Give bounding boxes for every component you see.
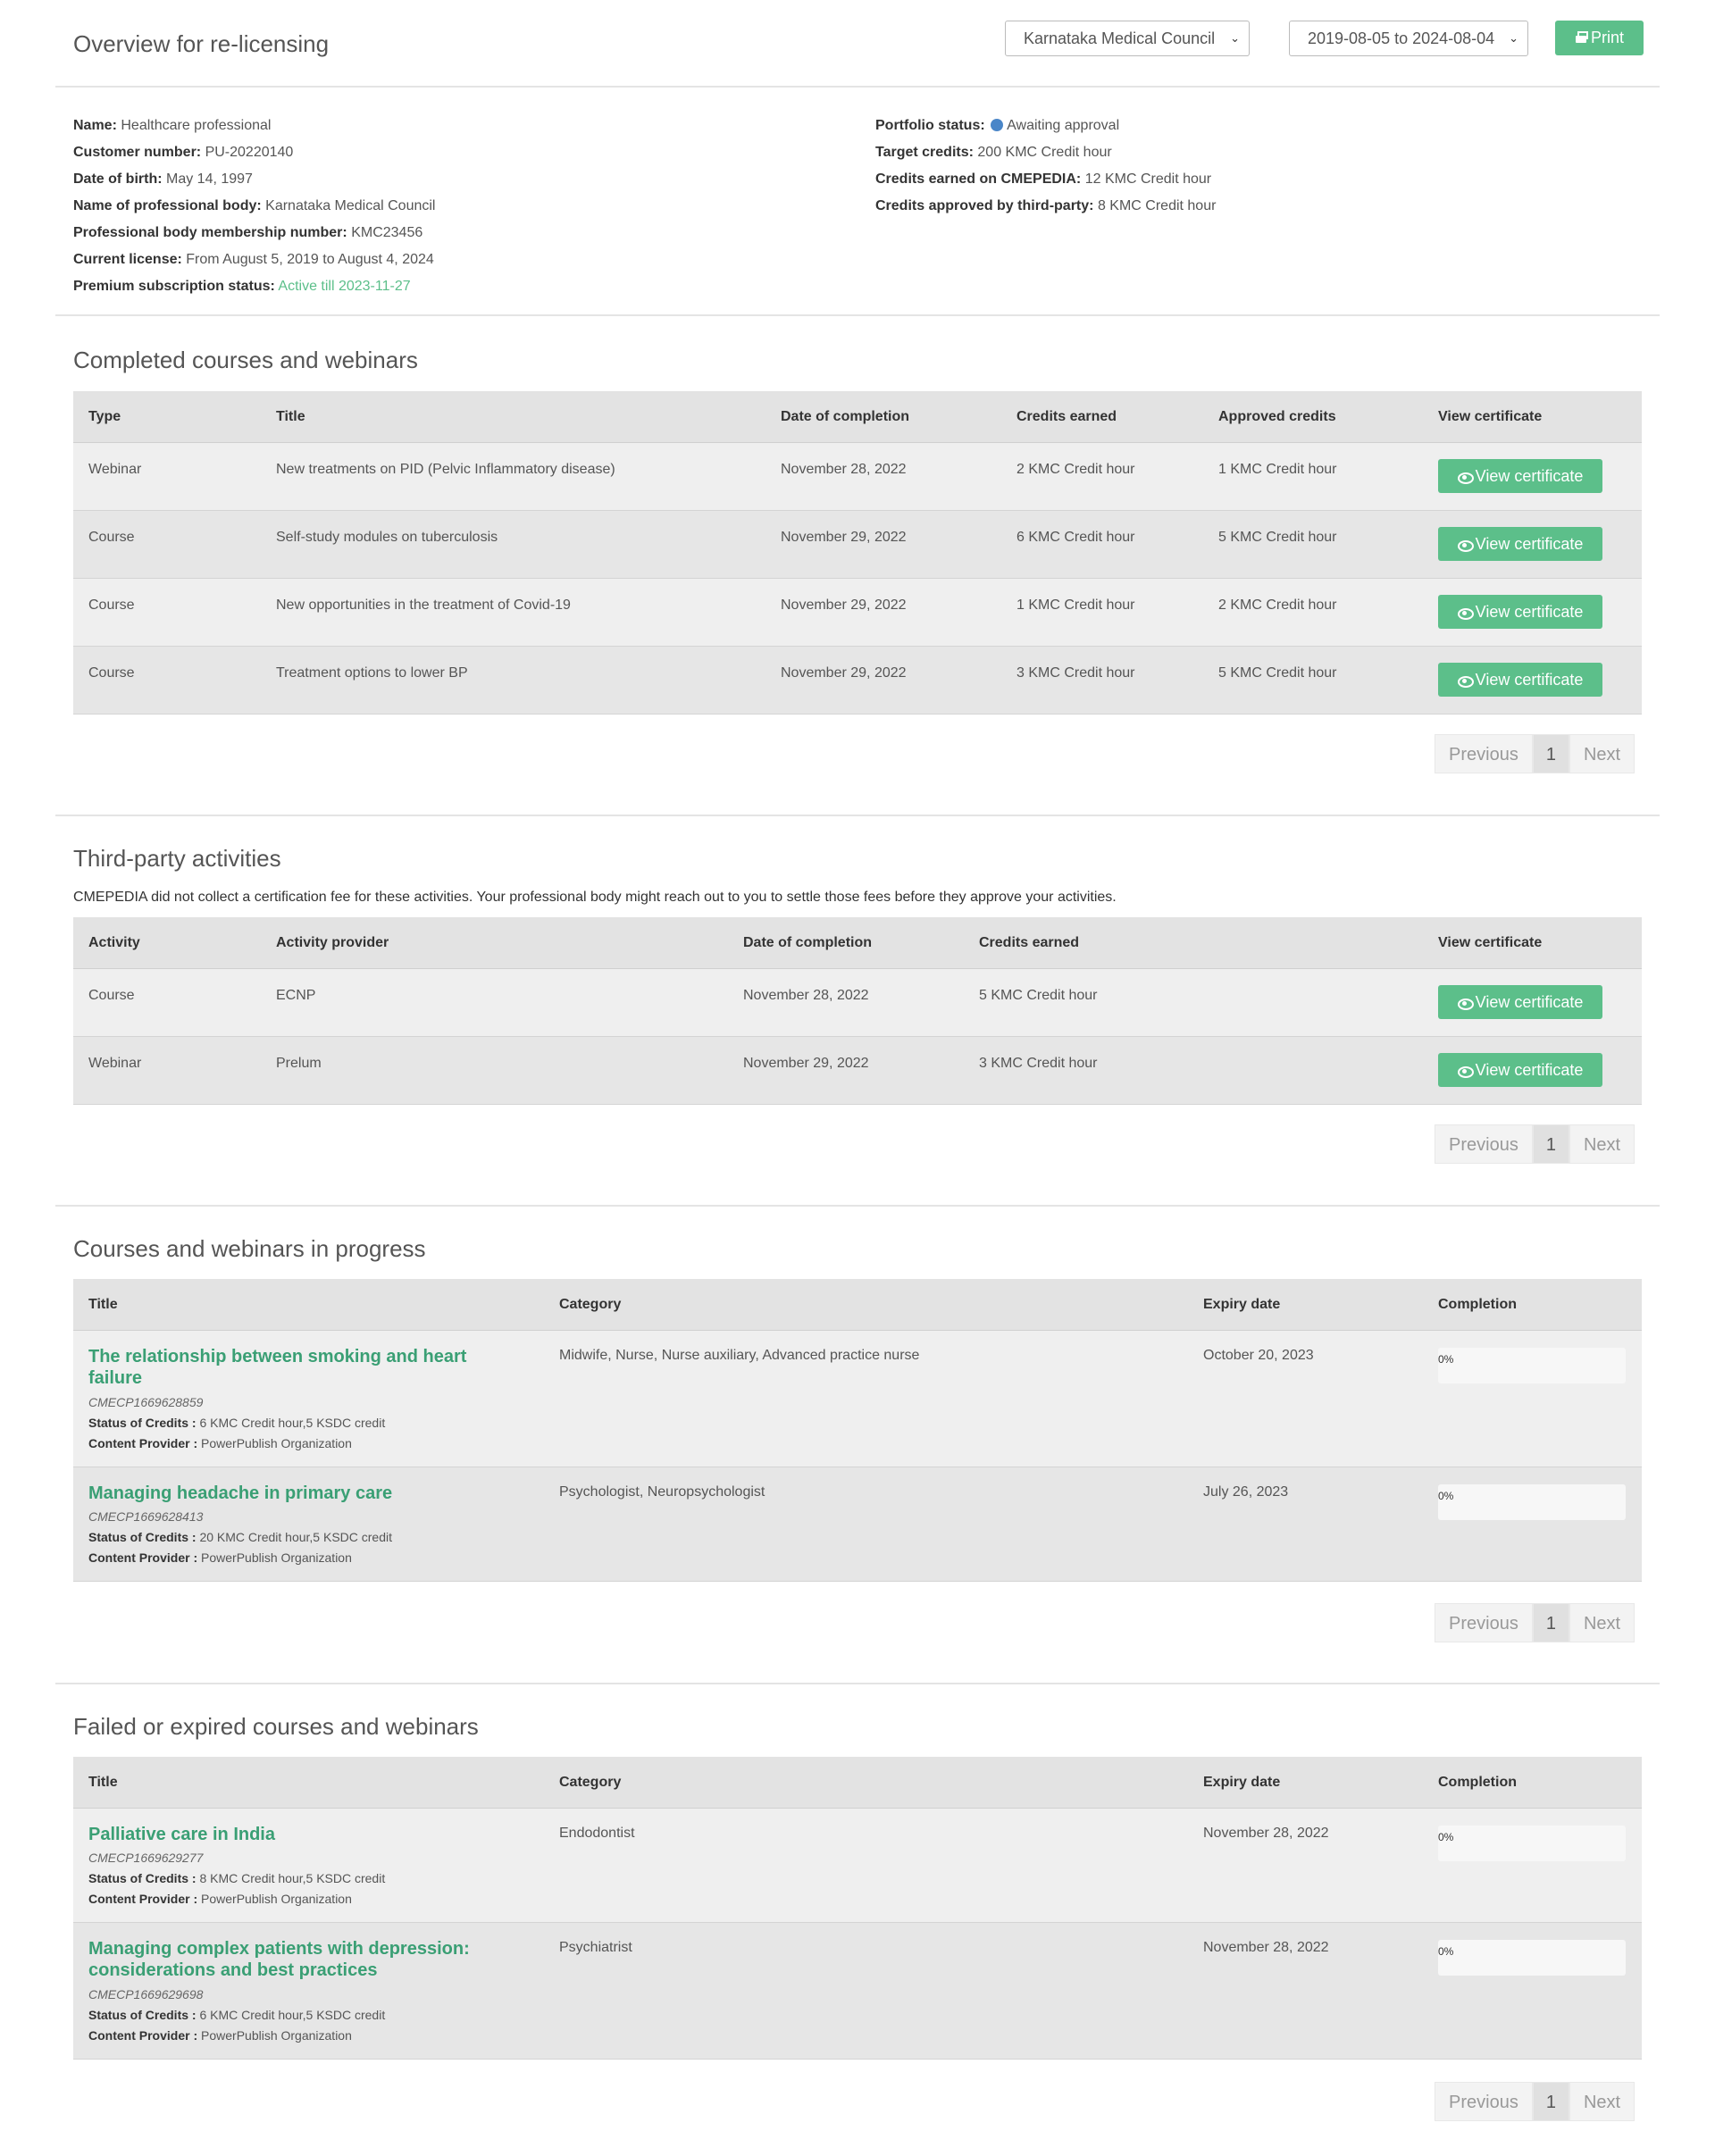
- table-row: Course ECNP November 28, 2022 5 KMC Credit hour View certificate: [73, 969, 1642, 1037]
- next-page-button[interactable]: Next: [1569, 2082, 1635, 2121]
- course-title-link[interactable]: Palliative care in India: [88, 1825, 275, 1844]
- completed-table: [73, 391, 1642, 714]
- credit-status: Status of Credits : 20 KMC Credit hour,5 KSDC credit: [88, 1530, 392, 1544]
- column-header: Date of completion: [743, 935, 873, 950]
- column-header: View certificate: [1438, 935, 1543, 950]
- content-provider: Content Provider : PowerPublish Organization: [88, 2028, 352, 2043]
- pagination: [1435, 1603, 1635, 1642]
- table-row: Palliative care in India CMECP1669629277 Status of Credits : 8 KMC Credit hour,5 KSDC credit Content Provider : PowerPublish Organization Endodontist November 28, 2022 0%: [73, 1809, 1642, 1923]
- course-id: CMECP1669629698: [88, 1987, 204, 2001]
- table-row: The relationship between smoking and heart failure CMECP1669628859 Status of Credits : 6 KMC Credit hour,5 KSDC credit Content Provider : PowerPublish Organization Midwife, Nurse, Nurse auxiliary, Advanced practice nurse October 20, 2023 0%: [73, 1331, 1642, 1467]
- profile-field: Target credits: 200 KMC Credit hour: [875, 145, 1112, 160]
- page-number-button[interactable]: 1: [1533, 734, 1569, 773]
- eye-icon: [1458, 1065, 1472, 1076]
- column-header: Category: [559, 1297, 622, 1312]
- profile-field: Name: Healthcare professional: [73, 118, 272, 133]
- content-provider: Content Provider : PowerPublish Organization: [88, 1892, 352, 1906]
- column-header: Expiry date: [1203, 1297, 1281, 1312]
- pagination: [1435, 1124, 1635, 1164]
- eye-icon: [1458, 675, 1472, 686]
- next-page-button[interactable]: Next: [1569, 1603, 1635, 1642]
- course-title-link[interactable]: The relationship between smoking and heart failure: [88, 1347, 467, 1388]
- content-provider: Content Provider : PowerPublish Organization: [88, 1436, 352, 1450]
- profile-field: Professional body membership number: KMC23456: [73, 225, 423, 240]
- view-certificate-button[interactable]: View certificate: [1438, 663, 1602, 697]
- divider: [55, 1205, 1660, 1207]
- status-dot-icon: [991, 119, 1003, 131]
- profile-field: Credits approved by third-party: 8 KMC Credit hour: [875, 198, 1217, 213]
- profile-field: Current license: From August 5, 2019 to August 4, 2024: [73, 252, 434, 267]
- view-certificate-button[interactable]: View certificate: [1438, 595, 1602, 629]
- column-header: Activity provider: [276, 935, 389, 950]
- profile-field: Customer number: PU-20220140: [73, 145, 294, 160]
- column-header: Title: [88, 1775, 118, 1790]
- table-row: Course New opportunities in the treatment of Covid-19 November 29, 2022 1 KMC Credit hour 2 KMC Credit hour View certificate: [73, 579, 1642, 647]
- eye-icon: [1458, 539, 1472, 550]
- profile-field: Date of birth: May 14, 1997: [73, 171, 253, 187]
- column-header: Approved credits: [1218, 409, 1336, 424]
- completion-progress-bar: 0%: [1438, 1348, 1626, 1383]
- previous-page-button[interactable]: Previous: [1435, 1603, 1533, 1642]
- divider: [55, 314, 1660, 316]
- print-button-label: Print: [1590, 29, 1624, 46]
- table-header: [73, 917, 1642, 969]
- chevron-down-icon: ⌄: [1509, 31, 1518, 45]
- period-select[interactable]: [1289, 21, 1528, 56]
- divider: [55, 1683, 1660, 1684]
- credit-status: Status of Credits : 8 KMC Credit hour,5 KSDC credit: [88, 1871, 386, 1885]
- view-certificate-button[interactable]: View certificate: [1438, 459, 1602, 493]
- table-row: Webinar Prelum November 29, 2022 3 KMC Credit hour View certificate: [73, 1037, 1642, 1105]
- table-row: Managing complex patients with depression: considerations and best practices CMECP1669629698 Status of Credits : 6 KMC Credit hour,5 KSDC credit Content Provider : PowerPublish Organization Psychiatrist November 28, 2022 0%: [73, 1923, 1642, 2060]
- print-icon: [1575, 31, 1587, 44]
- view-certificate-button[interactable]: View certificate: [1438, 985, 1602, 1019]
- page-title: Overview for re-licensing: [73, 30, 330, 57]
- course-title-link[interactable]: Managing headache in primary care: [88, 1483, 393, 1503]
- profile-field: Name of professional body: Karnataka Medical Council: [73, 198, 436, 213]
- professional-body-select[interactable]: [1005, 21, 1250, 56]
- previous-page-button[interactable]: Previous: [1435, 1124, 1533, 1164]
- completion-progress-bar: 0%: [1438, 1826, 1626, 1861]
- page-number-button[interactable]: 1: [1533, 1124, 1569, 1164]
- column-header: View certificate: [1438, 409, 1543, 424]
- failed-section-title: Failed or expired courses and webinars: [73, 1713, 479, 1740]
- next-page-button[interactable]: Next: [1569, 1124, 1635, 1164]
- content-provider: Content Provider : PowerPublish Organization: [88, 1550, 352, 1565]
- completed-section-title: Completed courses and webinars: [73, 347, 418, 373]
- column-header: Credits earned: [979, 935, 1080, 950]
- profile-details-right: [875, 113, 1216, 220]
- page-number-button[interactable]: 1: [1533, 2082, 1569, 2121]
- table-header: [73, 391, 1642, 443]
- eye-icon: [1458, 998, 1472, 1008]
- table-row: Webinar New treatments on PID (Pelvic Inflammatory disease) November 28, 2022 2 KMC Credit hour 1 KMC Credit hour View certificate: [73, 443, 1642, 511]
- table-row: Course Self-study modules on tuberculosis November 29, 2022 6 KMC Credit hour 5 KMC Credit hour View certificate: [73, 511, 1642, 579]
- previous-page-button[interactable]: Previous: [1435, 734, 1533, 773]
- thirdparty-table: [73, 917, 1642, 1105]
- inprogress-section-title: Courses and webinars in progress: [73, 1235, 426, 1262]
- eye-icon: [1458, 472, 1472, 482]
- view-certificate-button[interactable]: View certificate: [1438, 1053, 1602, 1087]
- column-header: Title: [276, 409, 305, 424]
- table-row: Managing headache in primary care CMECP1669628413 Status of Credits : 20 KMC Credit hour,5 KSDC credit Content Provider : PowerPublish Organization Psychologist, Neuropsychologist July 26, 2023 0%: [73, 1467, 1642, 1582]
- page-number-button[interactable]: 1: [1533, 1603, 1569, 1642]
- thirdparty-section-title: Third-party activities: [73, 845, 281, 872]
- completion-progress-bar: 0%: [1438, 1940, 1626, 1976]
- course-id: CMECP1669628413: [88, 1509, 204, 1524]
- page-header: [55, 0, 1660, 88]
- profile-details-left: [73, 113, 435, 300]
- column-header: Category: [559, 1775, 622, 1790]
- credit-status: Status of Credits : 6 KMC Credit hour,5 KSDC credit: [88, 1416, 386, 1430]
- period-select-value: 2019-08-05 to 2024-08-04: [1308, 29, 1495, 47]
- portfolio-status: Awaiting approval: [1007, 118, 1120, 133]
- failed-table: [73, 1757, 1642, 2060]
- table-row: Course Treatment options to lower BP November 29, 2022 3 KMC Credit hour 5 KMC Credit hour View certificate: [73, 647, 1642, 714]
- divider: [55, 815, 1660, 816]
- previous-page-button[interactable]: Previous: [1435, 2082, 1533, 2121]
- profile-field: Credits earned on CMEPEDIA: 12 KMC Credit hour: [875, 171, 1212, 187]
- table-header: [73, 1757, 1642, 1809]
- column-header: Expiry date: [1203, 1775, 1281, 1790]
- course-id: CMECP1669628859: [88, 1395, 204, 1409]
- course-title-link[interactable]: Managing complex patients with depression: considerations and best practices: [88, 1939, 470, 1980]
- subscription-status: Active till 2023-11-27: [278, 279, 411, 294]
- column-header: Completion: [1438, 1775, 1517, 1790]
- column-header: Date of completion: [781, 409, 910, 424]
- column-header: Title: [88, 1297, 118, 1312]
- column-header: Credits earned: [1016, 409, 1117, 424]
- print-button[interactable]: [1555, 21, 1644, 55]
- pagination: [1435, 734, 1635, 773]
- course-id: CMECP1669629277: [88, 1851, 204, 1865]
- eye-icon: [1458, 607, 1472, 618]
- completion-progress-bar: 0%: [1438, 1484, 1626, 1520]
- table-header: [73, 1279, 1642, 1331]
- column-header: Activity: [88, 935, 140, 950]
- view-certificate-button[interactable]: View certificate: [1438, 527, 1602, 561]
- credit-status: Status of Credits : 6 KMC Credit hour,5 KSDC credit: [88, 2008, 386, 2022]
- column-header: Completion: [1438, 1297, 1517, 1312]
- thirdparty-notice: CMEPEDIA did not collect a certification fee for these activities. Your professional body might reach out to you to settle those fees before they approve your activities.: [73, 890, 1117, 905]
- column-header: Type: [88, 409, 121, 424]
- profile-field: Portfolio status: Awaiting approval: [875, 118, 1120, 133]
- profile-field: Premium subscription status: Active till 2023-11-27: [73, 279, 411, 294]
- next-page-button[interactable]: Next: [1569, 734, 1635, 773]
- inprogress-table: [73, 1279, 1642, 1582]
- pagination: [1435, 2082, 1635, 2121]
- chevron-down-icon: ⌄: [1230, 31, 1240, 45]
- professional-body-select-value: Karnataka Medical Council: [1024, 29, 1216, 47]
